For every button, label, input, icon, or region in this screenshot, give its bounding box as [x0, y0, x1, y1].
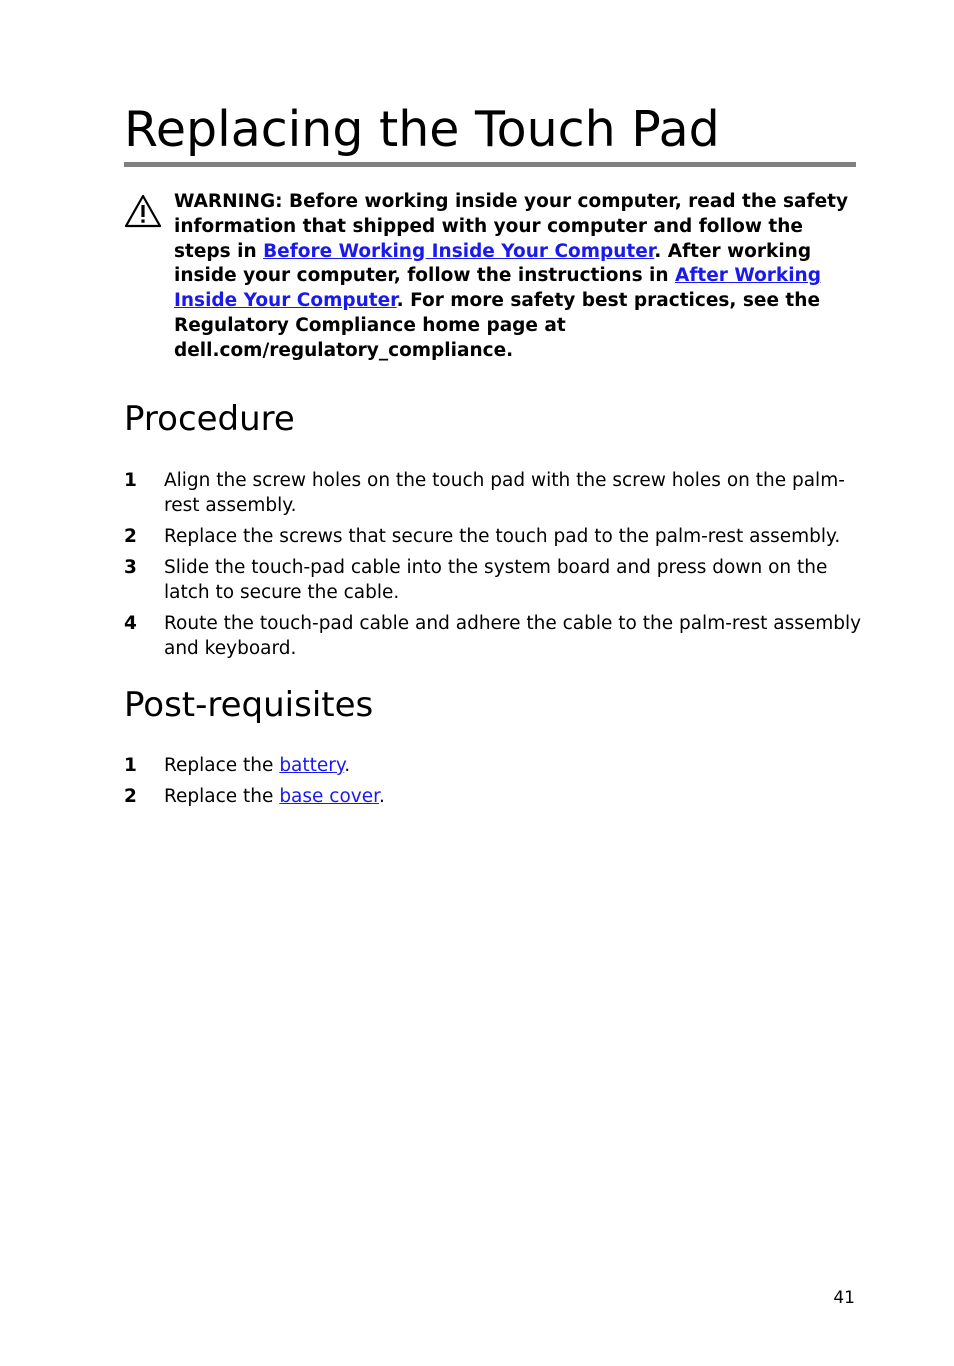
step-number: 4	[124, 613, 137, 634]
after-working-link[interactable]: After Working Inside Your Computer	[174, 265, 821, 312]
post-requisites-list	[124, 753, 864, 815]
battery-link[interactable]: battery	[279, 755, 345, 776]
step-number: 1	[124, 755, 137, 776]
warning-triangle-icon	[124, 194, 162, 228]
step-number: 2	[124, 786, 137, 807]
base-cover-link[interactable]: base cover	[279, 786, 380, 807]
post-requisites-heading: Post-requisites	[124, 685, 374, 725]
list-item	[124, 753, 864, 778]
list-item	[124, 524, 864, 549]
list-item	[124, 468, 864, 518]
step-suffix: .	[344, 755, 351, 776]
step-prefix: Replace the	[164, 786, 280, 807]
step-prefix: Replace the	[164, 755, 280, 776]
step-number: 1	[124, 470, 137, 491]
warning-text	[174, 190, 859, 364]
procedure-heading: Procedure	[124, 399, 295, 439]
step-text: Replace the screws that secure the touch pad to the palm-rest assembly.	[164, 526, 841, 547]
step-text: Slide the touch-pad cable into the system board and press down on the latch to secure the cable.	[164, 557, 828, 603]
warning-mid: . After working inside your computer, follow the instructions in	[174, 240, 812, 287]
procedure-list	[124, 468, 864, 667]
step-text: Align the screw holes on the touch pad with the screw holes on the palm-rest assembly.	[164, 470, 845, 516]
step-suffix: .	[379, 786, 385, 807]
page-number: 41	[833, 1288, 855, 1308]
step-text: Route the touch-pad cable and adhere the cable to the palm-rest assembly and keyboard.	[164, 613, 862, 659]
list-item	[124, 555, 864, 605]
step-number: 2	[124, 526, 137, 547]
list-item	[124, 611, 864, 661]
warning-lead: WARNING: Before working inside your computer, read the safety information that shipped with your computer and follow the steps in	[174, 191, 849, 262]
list-item	[124, 784, 864, 809]
warning-tail: . For more safety best practices, see the Regulatory Compliance home page at dell.com/regulatory_compliance.	[174, 290, 820, 361]
page-title: Replacing the Touch Pad	[124, 100, 856, 167]
step-number: 3	[124, 557, 137, 578]
before-working-link[interactable]: Before Working Inside Your Computer	[263, 240, 655, 262]
